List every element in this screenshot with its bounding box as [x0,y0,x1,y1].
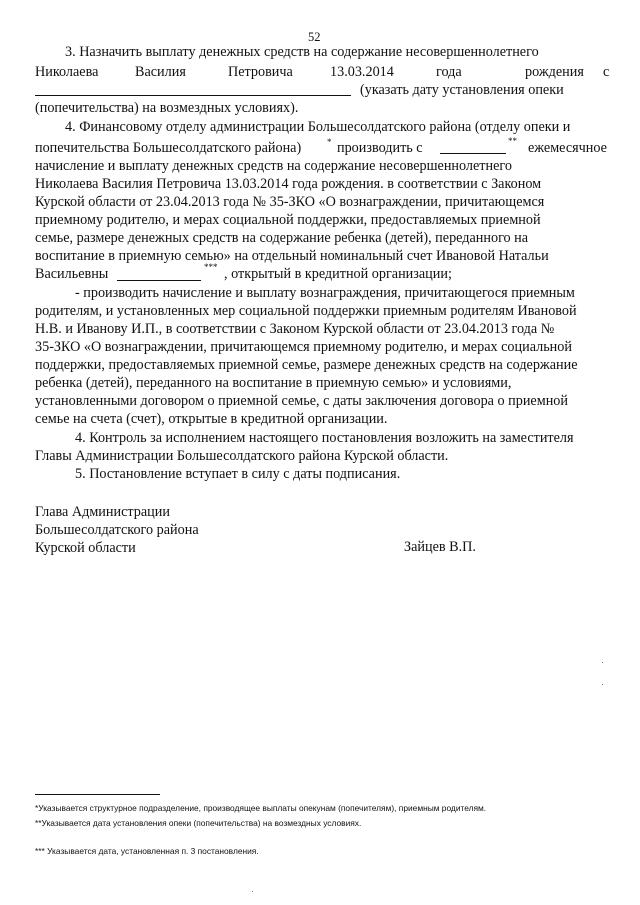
item3-line1: 3. Назначить выплату денежных средств на содержание несовершеннолетнего [65,44,539,60]
item3-birth-word: рождения [525,64,584,80]
item4-line9a: Васильевны [35,266,109,282]
bullet-line2: родителям, и установленных мер социальной поддержки приемным родителям Ивановой [35,303,577,319]
blank-line-account [117,280,201,281]
item3-line4: (попечительства) на возмездных условиях). [35,100,299,116]
item4-line5: Курской области от 23.04.2013 года № 35-ЗКО «О вознаграждении, причитающемся [35,194,545,210]
bullet-line5: поддержки, предоставляемых приемной семье, размере денежных средств на содержание [35,357,578,373]
item3-firstname: Василия [135,64,186,80]
item4-line2c: ежемесячное [528,140,607,156]
item3-surname: Николаева [35,64,99,80]
item4-line4: Николаева Василия Петровича 13.03.2014 года рождения. в соответствии с Законом [35,176,542,192]
item3-from-word: с [603,64,610,80]
signature-title-2: Большесолдатского района [35,522,199,538]
item4-line2b: производить с [337,140,423,156]
signature-title-3: Курской области [35,540,136,556]
bullet-line3: Н.В. и Иванову И.П., в соответствии с Законом Курской области от 23.04.2013 года № [35,321,555,337]
item4-line2a: попечительства Большесолдатского района) [35,140,302,156]
blank-line-start-date [440,153,506,154]
item5-line1: 4. Контроль за исполнением настоящего постановления возложить на заместителя [75,430,574,446]
footnote-2: **Указывается дата установления опеки (попечительства) на возмездных условиях. [35,818,362,828]
scan-speck [602,684,603,685]
signature-title-1: Глава Администрации [35,504,170,520]
item4-line7: семье, размере денежных средств на содержание ребенка (детей), переданного на [35,230,529,246]
signatory-name: Зайцев В.П. [404,539,476,555]
bullet-line1: - производить начисление и выплату вознаграждения, причитающегося приемным [75,285,575,301]
blank-line-date [35,95,351,96]
bullet-line8: семье на счета (счет), открытые в кредитной организации. [35,411,388,427]
item3-line3: (указать дату установления опеки [360,82,564,98]
item4-line6: приемному родителю, и мерах социальной поддержки, предоставляемых приемной [35,212,541,228]
footnote-separator [35,794,160,795]
item4-line9b: , открытый в кредитной организации; [224,266,452,282]
scan-speck [602,662,603,663]
bullet-line6: ребенка (детей), переданного на воспитание в приемную семью» и условиями, [35,375,512,391]
footnote-mark-1: * [327,137,332,147]
item5-line2: Главы Администрации Большесолдатского района Курской области. [35,448,449,464]
footnote-mark-3: *** [204,262,218,272]
footnote-mark-2: ** [508,136,517,146]
item4-line8: воспитание в приемную семью» на отдельный номинальный счет Ивановой Натальи [35,248,549,264]
footnote-3: *** Указывается дата, установленная п. 3 постановления. [35,846,259,856]
item3-patronymic: Петровича [228,64,293,80]
item4-line1: 4. Финансовому отделу администрации Большесолдатского района (отделу опеки и [65,119,571,135]
bullet-line4: 35-ЗКО «О вознаграждении, причитающемся приемному родителю, и мерах социальной [35,339,572,355]
footnote-1: *Указывается структурное подразделение, производящее выплаты опекунам (попечителям), приемным родителям. [35,803,487,813]
item4-line3: начисление и выплату денежных средств на содержание несовершеннолетнего [35,158,512,174]
scan-speck [252,891,253,892]
bullet-line7: установленными договором о приемной семье, с даты заключения договора о приемной [35,393,568,409]
item3-year-word: года [436,64,462,80]
page-number: 52 [308,30,321,44]
item6-line1: 5. Постановление вступает в силу с даты подписания. [75,466,401,482]
item3-birthdate: 13.03.2014 [330,64,394,80]
